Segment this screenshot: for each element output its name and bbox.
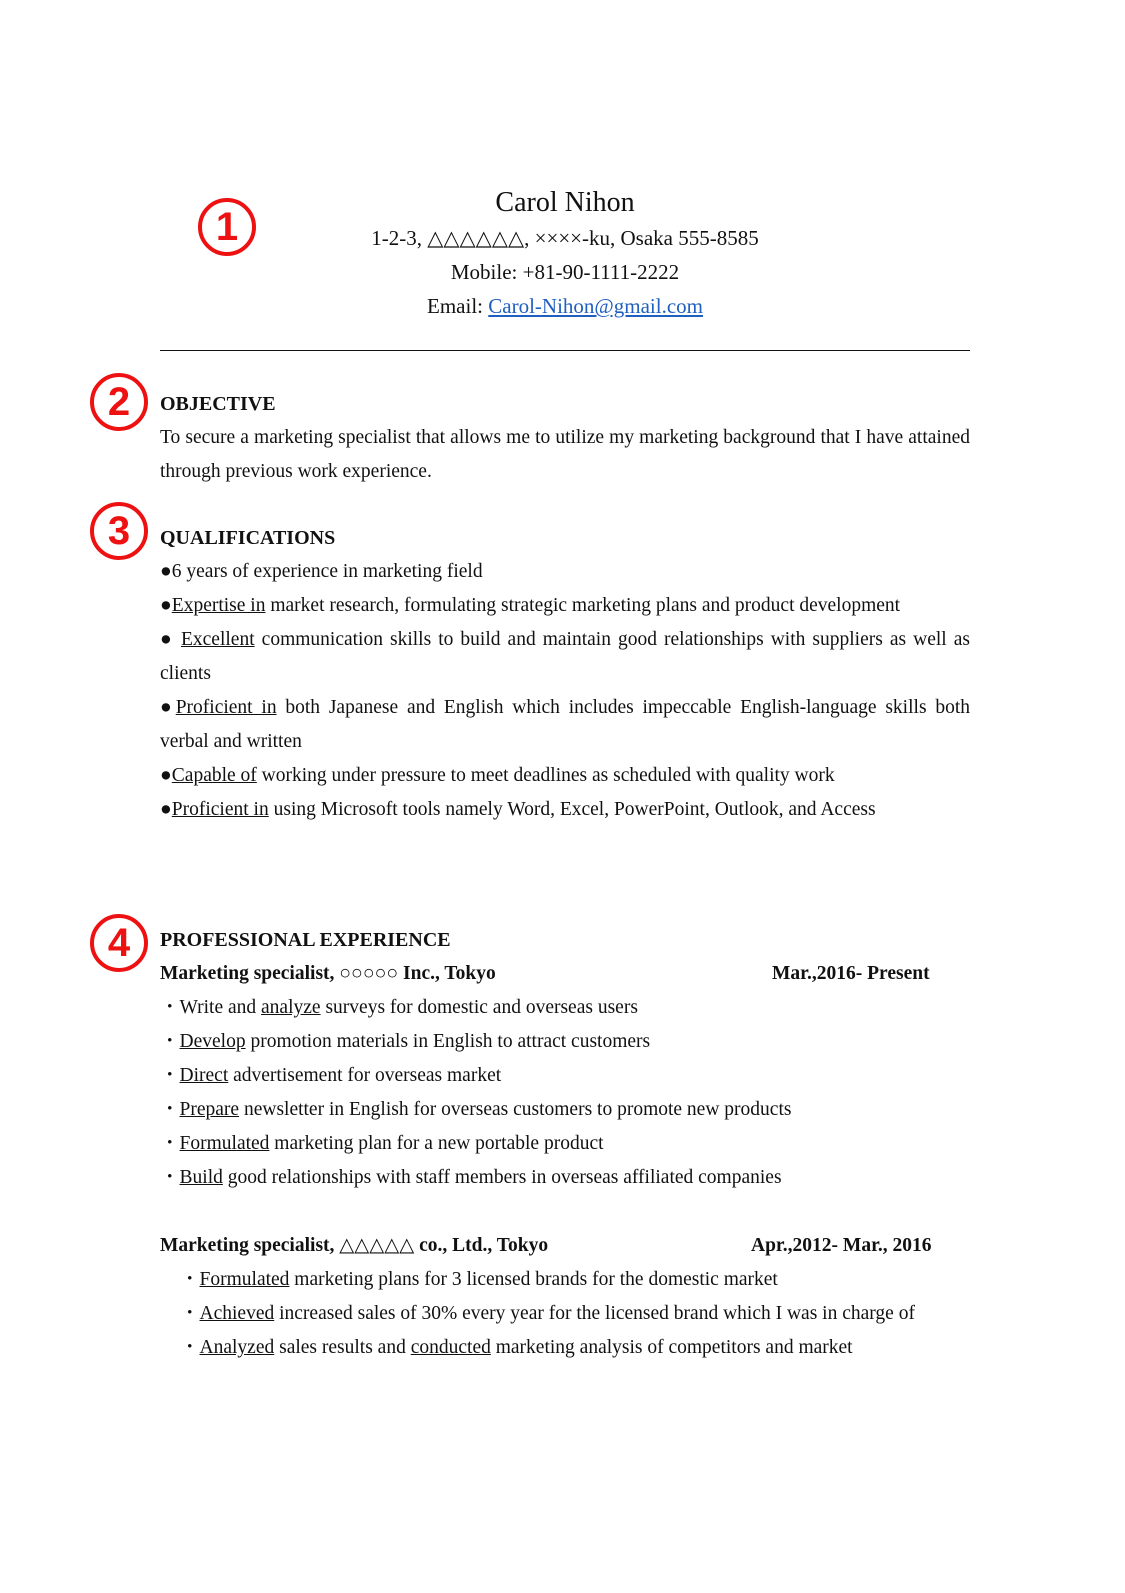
duty-item: ・Prepare newsletter in English for overseas customers to promote new products (160, 1099, 792, 1120)
qualification-item: ●Capable of working under pressure to meet deadlines as scheduled with quality work (160, 765, 835, 786)
address-line: 1-2-3, △△△△△△, ××××-ku, Osaka 555-8585 (371, 226, 759, 250)
email-line (160, 289, 970, 323)
bullet-icon: ● (160, 799, 172, 820)
bullet-icon: ● (160, 765, 172, 786)
bullet-icon: ・ (160, 1065, 180, 1086)
experience-title: PROFESSIONAL EXPERIENCE (160, 929, 451, 951)
duty-item: ・Achieved increased sales of 30% every year for the licensed brand which I was in charge of (180, 1303, 915, 1324)
bullet-icon: ・ (160, 1031, 180, 1052)
duty-item: ・Write and analyze surveys for domestic and overseas users (160, 997, 638, 1018)
job-position: Marketing specialist, ○○○○○ Inc., Tokyo (160, 963, 496, 984)
bullet-icon: ● (160, 595, 172, 616)
section-marker-4: 4 (90, 914, 148, 972)
qualification-item: ●6 years of experience in marketing field (160, 561, 483, 582)
section-marker-1: 1 (198, 198, 256, 256)
qualifications-title: QUALIFICATIONS (160, 527, 336, 549)
qualification-item: ●Proficient in using Microsoft tools namely Word, Excel, PowerPoint, Outlook, and Access (160, 799, 876, 820)
objective-title: OBJECTIVE (160, 393, 276, 415)
duty-item: ・Direct advertisement for overseas market (160, 1065, 502, 1086)
job-header (160, 957, 970, 991)
duty-item: ・Build good relationships with staff members in overseas affiliated companies (160, 1167, 782, 1188)
bullet-icon: ・ (160, 1167, 180, 1188)
bullet-icon: ● (160, 561, 172, 582)
mobile-line: Mobile: +81-90-1111-2222 (450, 260, 680, 284)
header-divider (160, 350, 970, 351)
experience-section (160, 923, 970, 1365)
job-position: Marketing specialist, △△△△△ co., Ltd., Tokyo (160, 1235, 549, 1256)
spacer (160, 1195, 970, 1229)
job-dates: Mar.,2016- Present (772, 963, 930, 984)
email-label: Email: (427, 294, 489, 318)
bullet-icon: ・ (160, 1099, 180, 1120)
bullet-icon: ・ (160, 997, 180, 1018)
bullet-icon: ・ (160, 1133, 180, 1154)
candidate-name: Carol Nihon (495, 187, 635, 218)
bullet-icon: ・ (180, 1269, 200, 1290)
bullet-icon: ・ (180, 1303, 200, 1324)
objective-section (160, 387, 970, 489)
duty-item: ・Formulated marketing plans for 3 licensed brands for the domestic market (180, 1269, 778, 1290)
bullet-icon: ・ (180, 1337, 200, 1358)
qualification-item: ●Proficient in both Japanese and English which includes impeccable English-language skills both verbal and written (160, 697, 970, 752)
duty-item: ・Formulated marketing plan for a new portable product (160, 1133, 604, 1154)
email-link[interactable]: Carol-Nihon@gmail.com (488, 294, 703, 318)
bullet-icon: ● (160, 629, 181, 650)
qualifications-section (160, 521, 970, 827)
qualification-item: ●Expertise in market research, formulating strategic marketing plans and product development (160, 595, 901, 616)
contact-header (160, 185, 970, 323)
job-header (160, 1229, 970, 1263)
duty-item: ・Analyzed sales results and conducted marketing analysis of competitors and market (180, 1337, 853, 1358)
objective-text: To secure a marketing specialist that allows me to utilize my marketing background that I have attained through previous work experience. (160, 427, 970, 482)
qualification-item: ● Excellent communication skills to build and maintain good relationships with suppliers as well as clients (160, 629, 970, 684)
duty-item: ・Develop promotion materials in English to attract customers (160, 1031, 651, 1052)
bullet-icon: ● (160, 697, 176, 718)
job-dates: Apr.,2012- Mar., 2016 (751, 1235, 932, 1256)
section-marker-3: 3 (90, 502, 148, 560)
section-marker-2: 2 (90, 373, 148, 431)
